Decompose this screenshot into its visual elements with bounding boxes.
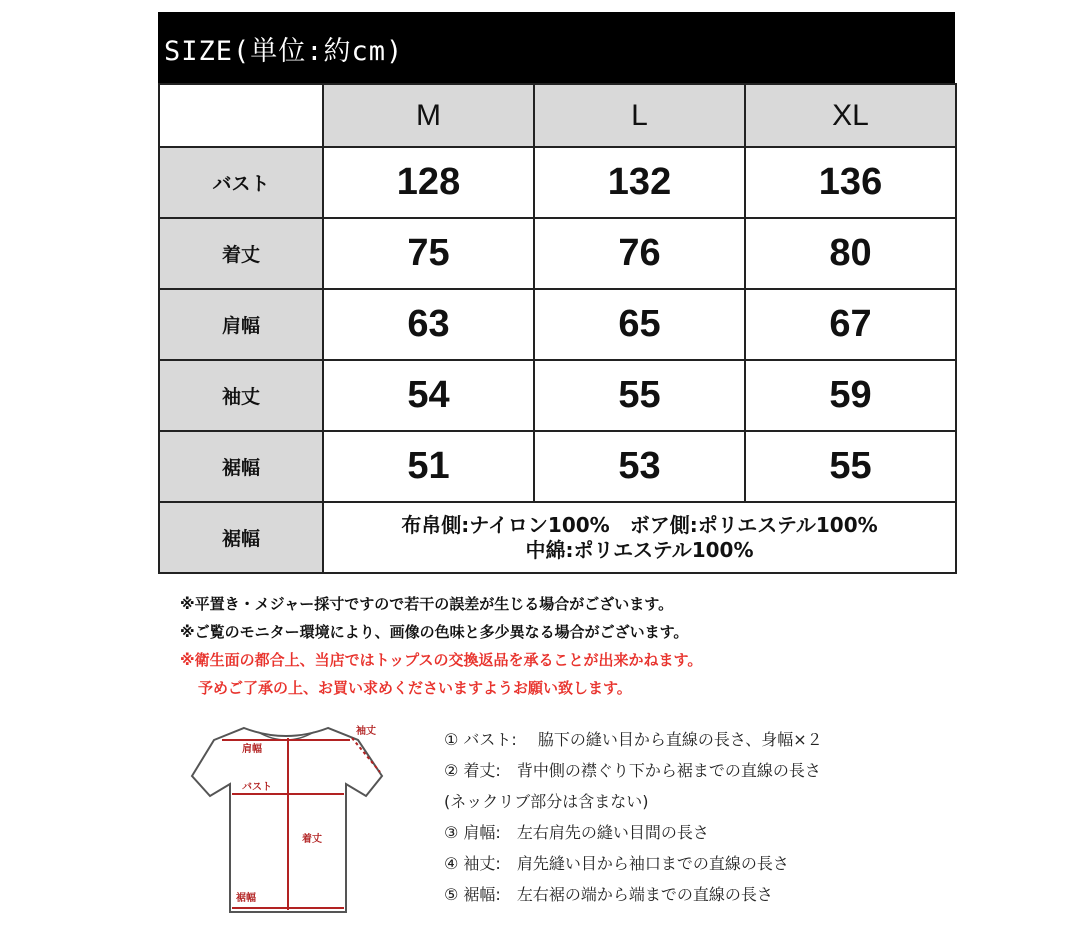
table-cell: 63 — [323, 289, 534, 360]
table-cell: 136 — [745, 147, 956, 218]
table-cell: 80 — [745, 218, 956, 289]
legend-item: ③ 肩幅: 左右肩先の縫い目間の長さ — [444, 823, 709, 842]
size-header-m: M — [323, 84, 534, 147]
table-row — [159, 360, 956, 431]
note-apology: 予めご了承の上、お買い求めくださいますようお願い致します。 — [198, 679, 632, 697]
row-label-hem: 裾幅 — [159, 431, 323, 502]
legend-item: ⑤ 裾幅: 左右裾の端から端までの直線の長さ — [444, 885, 773, 904]
diagram-label-sleeve: 袖丈 — [356, 726, 376, 737]
legend-item: ① バスト: 脇下の縫い目から直線の長さ、身幅×２ — [444, 730, 823, 749]
size-table — [158, 83, 957, 574]
note-monitor: ※ご覧のモニター環境により、画像の色味と多少異なる場合がございます。 — [180, 623, 689, 641]
material-row — [159, 502, 956, 573]
row-label-material: 裾幅 — [159, 502, 323, 573]
notes — [180, 590, 702, 702]
material-cell — [323, 502, 956, 573]
table-cell: 65 — [534, 289, 745, 360]
diagram-label-bust: バスト — [242, 782, 272, 793]
legend-item: (ネックリブ部分は含まない) — [444, 792, 649, 811]
legend-item: ② 着丈: 背中側の襟ぐり下から裾までの直線の長さ — [444, 761, 821, 780]
size-header-l: L — [534, 84, 745, 147]
size-chart-title: SIZE(単位:約cm) — [158, 12, 955, 84]
note-return-policy: ※衛生面の都合上、当店ではトップスの交換返品を承ることが出来かねます。 — [180, 651, 703, 669]
legend-item: ④ 袖丈: 肩先縫い目から袖口までの直線の長さ — [444, 854, 789, 873]
size-header-xl: XL — [745, 84, 956, 147]
table-cell: 53 — [534, 431, 745, 502]
corner-cell — [159, 84, 323, 147]
row-label-length: 着丈 — [159, 218, 323, 289]
table-cell: 128 — [323, 147, 534, 218]
table-cell: 75 — [323, 218, 534, 289]
diagram-label-shoulder: 肩幅 — [242, 744, 262, 755]
table-row — [159, 431, 956, 502]
table-cell: 54 — [323, 360, 534, 431]
row-label-shoulder: 肩幅 — [159, 289, 323, 360]
material-line-2: 中綿:ポリエステル100% — [525, 537, 754, 562]
size-header-row — [159, 84, 956, 147]
table-cell: 59 — [745, 360, 956, 431]
table-row — [159, 147, 956, 218]
table-cell: 55 — [534, 360, 745, 431]
table-cell: 51 — [323, 431, 534, 502]
diagram-label-hem: 裾幅 — [236, 893, 256, 904]
table-cell: 132 — [534, 147, 745, 218]
material-line-1: 布帛側:ナイロン100% ボア側:ポリエステル100% — [401, 512, 878, 537]
table-cell: 55 — [745, 431, 956, 502]
tshirt-measure-diagram — [186, 718, 386, 918]
table-row — [159, 218, 956, 289]
sleeve-measure-line — [352, 738, 380, 772]
table-cell: 67 — [745, 289, 956, 360]
measurement-legend — [444, 724, 823, 910]
row-label-sleeve: 袖丈 — [159, 360, 323, 431]
row-label-bust: バスト — [159, 147, 323, 218]
note-measure: ※平置き・メジャー採寸ですので若干の誤差が生じる場合がございます。 — [180, 595, 674, 613]
table-row — [159, 289, 956, 360]
diagram-label-length: 着丈 — [302, 834, 322, 845]
table-cell: 76 — [534, 218, 745, 289]
